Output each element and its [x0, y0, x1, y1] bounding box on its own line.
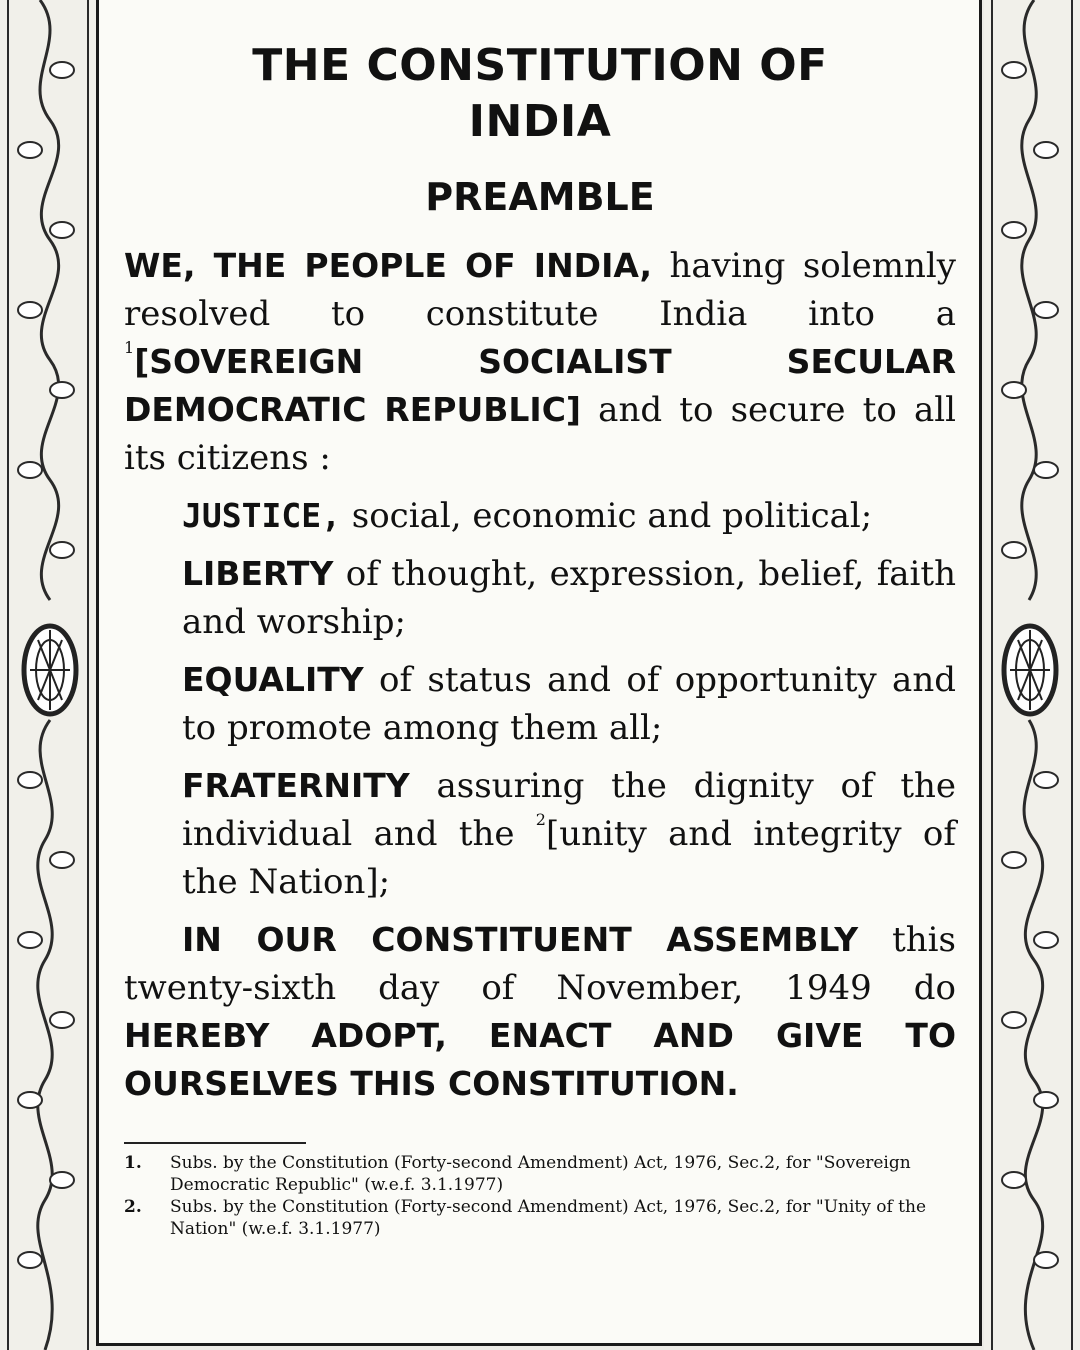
- right-decorative-border: [984, 0, 1080, 1350]
- vine-ornament-icon: [984, 0, 1080, 1350]
- footnote-ref-2[interactable]: 2: [535, 810, 546, 829]
- footnote-1: 1. Subs. by the Constitution (Forty-second Amendment) Act, 1976, Sec.2, for "Sovereign Democratic Republic" (w.e.f. 3.1.1977): [124, 1153, 911, 1195]
- fraternity-clause: FRATERNITY assuring the dignity of the individual and the $^2$[unity and integrity of the Nation];: [182, 766, 956, 902]
- footnote-2: 2. Subs. by the Constitution (Forty-second Amendment) Act, 1976, Sec.2, for "Unity of the Nation" (w.e.f. 3.1.1977): [124, 1197, 927, 1239]
- left-decorative-border: [0, 0, 96, 1350]
- title-line-2: INDIA: [468, 96, 612, 147]
- footnote-ref-1[interactable]: 1: [124, 338, 135, 357]
- chakra-wheel-icon: [24, 626, 76, 714]
- chakra-wheel-icon: [1004, 626, 1056, 714]
- justice-clause: JUSTICE, social, economic and political;: [182, 496, 873, 536]
- liberty-clause: LIBERTY of thought, expression, belief, faith and worship;: [182, 554, 956, 642]
- vine-ornament-icon: [0, 0, 96, 1350]
- closing-paragraph: IN OUR CONSTITUENT ASSEMBLY this twenty-sixth day of November, 1949 do HEREBY ADOPT, ENACT AND GIVE TO OURSELVES THIS CONSTITUTION.: [124, 920, 956, 1103]
- intro-paragraph: WE, THE PEOPLE OF INDIA, having solemnly resolved to constitute India into a $^1$[SOVEREIGN SOCIALIST SECULAR DEMOCRATIC REPUBLIC] and to secure to all its citizens :: [124, 246, 956, 478]
- preamble-content: [124, 38, 956, 1240]
- footnote-divider: [124, 1142, 306, 1144]
- equality-clause: EQUALITY of status and of opportunity and to promote among them all;: [182, 660, 956, 748]
- section-heading: PREAMBLE: [425, 175, 655, 219]
- document-title: [124, 38, 956, 150]
- title-line-1: THE CONSTITUTION OF: [252, 40, 828, 91]
